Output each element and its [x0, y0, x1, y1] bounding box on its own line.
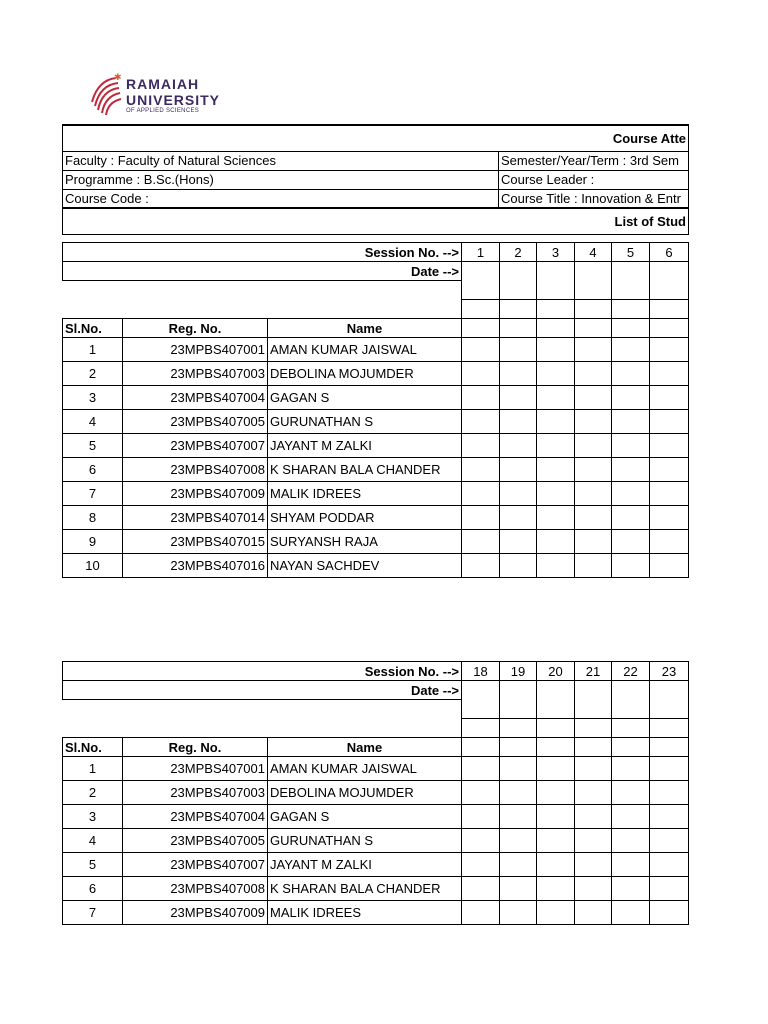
attendance-cell[interactable]	[537, 757, 575, 781]
student-row	[63, 362, 689, 386]
student-row	[63, 506, 689, 530]
attendance-cell[interactable]	[612, 386, 650, 410]
regno-header: Reg. No.	[123, 738, 268, 757]
attendance-cell[interactable]	[575, 877, 612, 901]
registration-number: 23MPBS407009	[123, 901, 268, 925]
header-blank-cell	[612, 319, 650, 338]
attendance-cell[interactable]	[575, 757, 612, 781]
course-title-heading: Course Atte	[63, 125, 689, 151]
slno-header: Sl.No.	[63, 738, 123, 757]
attendance-cell[interactable]	[537, 554, 575, 578]
attendance-cell[interactable]	[650, 458, 689, 482]
student-row	[63, 829, 689, 853]
attendance-cell[interactable]	[500, 853, 537, 877]
student-row	[63, 386, 689, 410]
attendance-cell[interactable]	[462, 554, 500, 578]
session-row	[63, 662, 689, 681]
attendance-cell[interactable]	[500, 410, 537, 434]
attendance-cell[interactable]	[537, 362, 575, 386]
attendance-cell[interactable]	[612, 434, 650, 458]
student-row	[63, 805, 689, 829]
date-row	[63, 681, 689, 700]
registration-number: 23MPBS407007	[123, 853, 268, 877]
spacer-cell	[63, 719, 462, 738]
blank-cell	[650, 300, 689, 319]
blank-cell	[537, 719, 575, 738]
attendance-cell[interactable]	[462, 362, 500, 386]
serial-number: 4	[63, 829, 123, 853]
date-cell[interactable]	[575, 262, 612, 300]
registration-number: 23MPBS407008	[123, 458, 268, 482]
student-row	[63, 757, 689, 781]
attendance-cell[interactable]	[537, 829, 575, 853]
attendance-cell[interactable]	[650, 829, 689, 853]
attendance-cell[interactable]	[462, 434, 500, 458]
attendance-cell[interactable]	[500, 362, 537, 386]
date-cell[interactable]	[500, 681, 537, 719]
session-number: 1	[462, 243, 500, 262]
attendance-cell[interactable]	[650, 901, 689, 925]
semester-cell: Semester/Year/Term : 3rd Sem	[499, 151, 689, 170]
attendance-cell[interactable]	[462, 781, 500, 805]
registration-number: 23MPBS407015	[123, 530, 268, 554]
attendance-cell[interactable]	[612, 757, 650, 781]
session-number: 21	[575, 662, 612, 681]
spacer-row-2	[63, 300, 689, 319]
attendance-cell[interactable]	[612, 829, 650, 853]
attendance-cell[interactable]	[575, 853, 612, 877]
header-blank-cell	[500, 738, 537, 757]
name-header: Name	[268, 319, 462, 338]
attendance-cell[interactable]	[462, 410, 500, 434]
student-name: SHYAM PODDAR	[268, 506, 462, 530]
header-blank-cell	[537, 319, 575, 338]
student-name: K SHARAN BALA CHANDER	[268, 877, 462, 901]
student-name: MALIK IDREES	[268, 901, 462, 925]
attendance-cell[interactable]	[650, 338, 689, 362]
serial-number: 3	[63, 386, 123, 410]
programme-cell: Programme : B.Sc.(Hons)	[63, 170, 499, 189]
header-blank-cell	[650, 738, 689, 757]
attendance-cell[interactable]	[500, 757, 537, 781]
attendance-cell[interactable]	[612, 853, 650, 877]
header-blank-cell	[537, 738, 575, 757]
registration-number: 23MPBS407005	[123, 410, 268, 434]
student-name: NAYAN SACHDEV	[268, 554, 462, 578]
attendance-cell[interactable]	[537, 530, 575, 554]
serial-number: 1	[63, 338, 123, 362]
date-label: Date -->	[63, 262, 462, 281]
student-row	[63, 530, 689, 554]
student-row	[63, 410, 689, 434]
registration-number: 23MPBS407003	[123, 781, 268, 805]
registration-number: 23MPBS407001	[123, 757, 268, 781]
registration-number: 23MPBS407014	[123, 506, 268, 530]
student-row	[63, 458, 689, 482]
header-blank-cell	[575, 319, 612, 338]
date-cell[interactable]	[650, 262, 689, 300]
attendance-cell[interactable]	[612, 458, 650, 482]
attendance-cell[interactable]	[575, 362, 612, 386]
column-header-row	[63, 738, 689, 757]
session-label: Session No. -->	[63, 662, 462, 681]
session-number: 22	[612, 662, 650, 681]
student-row	[63, 901, 689, 925]
attendance-cell[interactable]	[462, 901, 500, 925]
registration-number: 23MPBS407016	[123, 554, 268, 578]
header-blank-cell	[462, 738, 500, 757]
attendance-cell[interactable]	[462, 482, 500, 506]
serial-number: 5	[63, 853, 123, 877]
attendance-cell[interactable]	[575, 781, 612, 805]
registration-number: 23MPBS407004	[123, 386, 268, 410]
session-number: 20	[537, 662, 575, 681]
attendance-cell[interactable]	[500, 386, 537, 410]
course-leader-cell: Course Leader :	[499, 170, 689, 189]
attendance-cell[interactable]	[650, 781, 689, 805]
student-name: JAYANT M ZALKI	[268, 853, 462, 877]
serial-number: 7	[63, 901, 123, 925]
column-header-row	[63, 319, 689, 338]
attendance-cell[interactable]	[612, 877, 650, 901]
attendance-cell[interactable]	[650, 506, 689, 530]
blank-cell	[500, 300, 537, 319]
student-name: GURUNATHAN S	[268, 829, 462, 853]
student-name: DEBOLINA MOJUMDER	[268, 781, 462, 805]
attendance-cell[interactable]	[575, 482, 612, 506]
list-title-heading: List of Stud	[63, 208, 689, 234]
registration-number: 23MPBS407007	[123, 434, 268, 458]
spacer-cell	[63, 300, 462, 319]
serial-number: 5	[63, 434, 123, 458]
attendance-cell[interactable]	[537, 901, 575, 925]
attendance-cell[interactable]	[612, 482, 650, 506]
attendance-cell[interactable]	[462, 506, 500, 530]
attendance-cell[interactable]	[575, 829, 612, 853]
attendance-cell[interactable]	[500, 554, 537, 578]
student-name: DEBOLINA MOJUMDER	[268, 362, 462, 386]
attendance-cell[interactable]	[462, 853, 500, 877]
attendance-cell[interactable]	[612, 805, 650, 829]
session-number: 23	[650, 662, 689, 681]
date-cell[interactable]	[537, 681, 575, 719]
attendance-cell[interactable]	[650, 757, 689, 781]
attendance-cell[interactable]	[537, 805, 575, 829]
attendance-cell[interactable]	[650, 482, 689, 506]
header-blank-cell	[462, 319, 500, 338]
attendance-cell[interactable]	[500, 482, 537, 506]
session-number: 5	[612, 243, 650, 262]
attendance-cell[interactable]	[612, 338, 650, 362]
spacer-row-2	[63, 719, 689, 738]
attendance-cell[interactable]	[537, 781, 575, 805]
session-number: 19	[500, 662, 537, 681]
attendance-cell[interactable]	[462, 805, 500, 829]
attendance-cell[interactable]	[612, 554, 650, 578]
date-row	[63, 262, 689, 281]
attendance-cell[interactable]	[462, 530, 500, 554]
student-name: GAGAN S	[268, 386, 462, 410]
student-name: GAGAN S	[268, 805, 462, 829]
header-blank-cell	[500, 319, 537, 338]
session-number: 3	[537, 243, 575, 262]
attendance-cell[interactable]	[612, 530, 650, 554]
attendance-cell[interactable]	[612, 362, 650, 386]
attendance-cell[interactable]	[575, 901, 612, 925]
serial-number: 2	[63, 781, 123, 805]
regno-header: Reg. No.	[123, 319, 268, 338]
slno-header: Sl.No.	[63, 319, 123, 338]
blank-cell	[537, 300, 575, 319]
attendance-cell[interactable]	[650, 362, 689, 386]
serial-number: 9	[63, 530, 123, 554]
student-row	[63, 434, 689, 458]
attendance-cell[interactable]	[500, 901, 537, 925]
serial-number: 6	[63, 877, 123, 901]
university-logo	[88, 72, 238, 120]
attendance-cell[interactable]	[575, 434, 612, 458]
attendance-cell[interactable]	[537, 338, 575, 362]
session-number: 4	[575, 243, 612, 262]
attendance-cell[interactable]	[500, 877, 537, 901]
attendance-cell[interactable]	[575, 410, 612, 434]
attendance-cell[interactable]	[500, 434, 537, 458]
attendance-cell[interactable]	[612, 410, 650, 434]
attendance-cell[interactable]	[462, 757, 500, 781]
attendance-cell[interactable]	[500, 805, 537, 829]
serial-number: 1	[63, 757, 123, 781]
attendance-cell[interactable]	[500, 530, 537, 554]
attendance-cell[interactable]	[500, 781, 537, 805]
attendance-cell[interactable]	[537, 410, 575, 434]
attendance-cell[interactable]	[575, 386, 612, 410]
blank-cell	[462, 719, 500, 738]
blank-cell	[612, 300, 650, 319]
registration-number: 23MPBS407003	[123, 362, 268, 386]
header-blank-cell	[575, 738, 612, 757]
attendance-cell[interactable]	[537, 458, 575, 482]
attendance-cell[interactable]	[575, 554, 612, 578]
course-code-cell: Course Code :	[63, 189, 499, 208]
attendance-cell[interactable]	[650, 805, 689, 829]
session-number: 18	[462, 662, 500, 681]
attendance-cell[interactable]	[500, 829, 537, 853]
registration-number: 23MPBS407001	[123, 338, 268, 362]
date-cell[interactable]	[500, 262, 537, 300]
blank-cell	[575, 300, 612, 319]
student-row	[63, 877, 689, 901]
course-header-table	[62, 124, 689, 235]
header-blank-cell	[612, 738, 650, 757]
attendance-cell[interactable]	[612, 901, 650, 925]
attendance-cell[interactable]	[537, 877, 575, 901]
attendance-cell[interactable]	[462, 386, 500, 410]
attendance-cell[interactable]	[650, 877, 689, 901]
student-name: SURYANSH RAJA	[268, 530, 462, 554]
student-row	[63, 554, 689, 578]
registration-number: 23MPBS407009	[123, 482, 268, 506]
registration-number: 23MPBS407008	[123, 877, 268, 901]
faculty-cell: Faculty : Faculty of Natural Sciences	[63, 151, 499, 170]
attendance-cell[interactable]	[612, 781, 650, 805]
student-name: JAYANT M ZALKI	[268, 434, 462, 458]
date-cell[interactable]	[612, 262, 650, 300]
attendance-cell[interactable]	[650, 853, 689, 877]
session-number: 6	[650, 243, 689, 262]
logo-line2: UNIVERSITY	[126, 92, 221, 108]
logo-line3: OF APPLIED SCIENCES	[126, 108, 200, 114]
attendance-cell[interactable]	[462, 458, 500, 482]
date-cell[interactable]	[462, 262, 500, 300]
student-name: GURUNATHAN S	[268, 410, 462, 434]
attendance-cell[interactable]	[575, 805, 612, 829]
attendance-table-1	[62, 242, 689, 578]
session-number: 2	[500, 243, 537, 262]
date-label: Date -->	[63, 681, 462, 700]
student-name: AMAN KUMAR JAISWAL	[268, 757, 462, 781]
spacer-cell	[63, 700, 462, 719]
serial-number: 3	[63, 805, 123, 829]
attendance-cell[interactable]	[537, 482, 575, 506]
student-row	[63, 482, 689, 506]
course-title-cell: Course Title : Innovation & Entr	[499, 189, 689, 208]
registration-number: 23MPBS407004	[123, 805, 268, 829]
attendance-table-2	[62, 661, 689, 925]
date-cell[interactable]	[575, 681, 612, 719]
attendance-cell[interactable]	[462, 338, 500, 362]
attendance-table-1-body	[63, 243, 689, 578]
attendance-cell[interactable]	[537, 434, 575, 458]
header-blank-cell	[650, 319, 689, 338]
spacer-cell	[63, 281, 462, 300]
name-header: Name	[268, 738, 462, 757]
svg-text:✱: ✱	[114, 73, 122, 83]
student-name: AMAN KUMAR JAISWAL	[268, 338, 462, 362]
serial-number: 8	[63, 506, 123, 530]
attendance-cell[interactable]	[650, 410, 689, 434]
attendance-table-2-body	[63, 662, 689, 925]
attendance-cell[interactable]	[462, 877, 500, 901]
attendance-cell[interactable]	[575, 338, 612, 362]
blank-cell	[500, 719, 537, 738]
date-cell[interactable]	[650, 681, 689, 719]
serial-number: 6	[63, 458, 123, 482]
attendance-cell[interactable]	[650, 434, 689, 458]
date-cell[interactable]	[462, 681, 500, 719]
student-row	[63, 338, 689, 362]
serial-number: 4	[63, 410, 123, 434]
blank-cell	[462, 300, 500, 319]
date-cell[interactable]	[612, 681, 650, 719]
registration-number: 23MPBS407005	[123, 829, 268, 853]
attendance-cell[interactable]	[650, 554, 689, 578]
serial-number: 10	[63, 554, 123, 578]
serial-number: 7	[63, 482, 123, 506]
attendance-cell[interactable]	[575, 530, 612, 554]
attendance-cell[interactable]	[500, 506, 537, 530]
serial-number: 2	[63, 362, 123, 386]
session-row	[63, 243, 689, 262]
blank-cell	[650, 719, 689, 738]
blank-cell	[575, 719, 612, 738]
blank-cell	[612, 719, 650, 738]
date-cell[interactable]	[537, 262, 575, 300]
student-name: MALIK IDREES	[268, 482, 462, 506]
session-label: Session No. -->	[63, 243, 462, 262]
attendance-cell[interactable]	[500, 458, 537, 482]
student-row	[63, 853, 689, 877]
student-row	[63, 781, 689, 805]
attendance-cell[interactable]	[537, 506, 575, 530]
logo-emblem-icon	[88, 72, 124, 116]
student-name: K SHARAN BALA CHANDER	[268, 458, 462, 482]
attendance-cell[interactable]	[500, 338, 537, 362]
attendance-cell[interactable]	[575, 458, 612, 482]
attendance-cell[interactable]	[462, 829, 500, 853]
attendance-cell[interactable]	[537, 853, 575, 877]
attendance-cell[interactable]	[537, 386, 575, 410]
attendance-cell[interactable]	[575, 506, 612, 530]
logo-line1: RAMAIAH	[126, 76, 200, 92]
attendance-cell[interactable]	[650, 386, 689, 410]
attendance-cell[interactable]	[612, 506, 650, 530]
attendance-cell[interactable]	[650, 530, 689, 554]
